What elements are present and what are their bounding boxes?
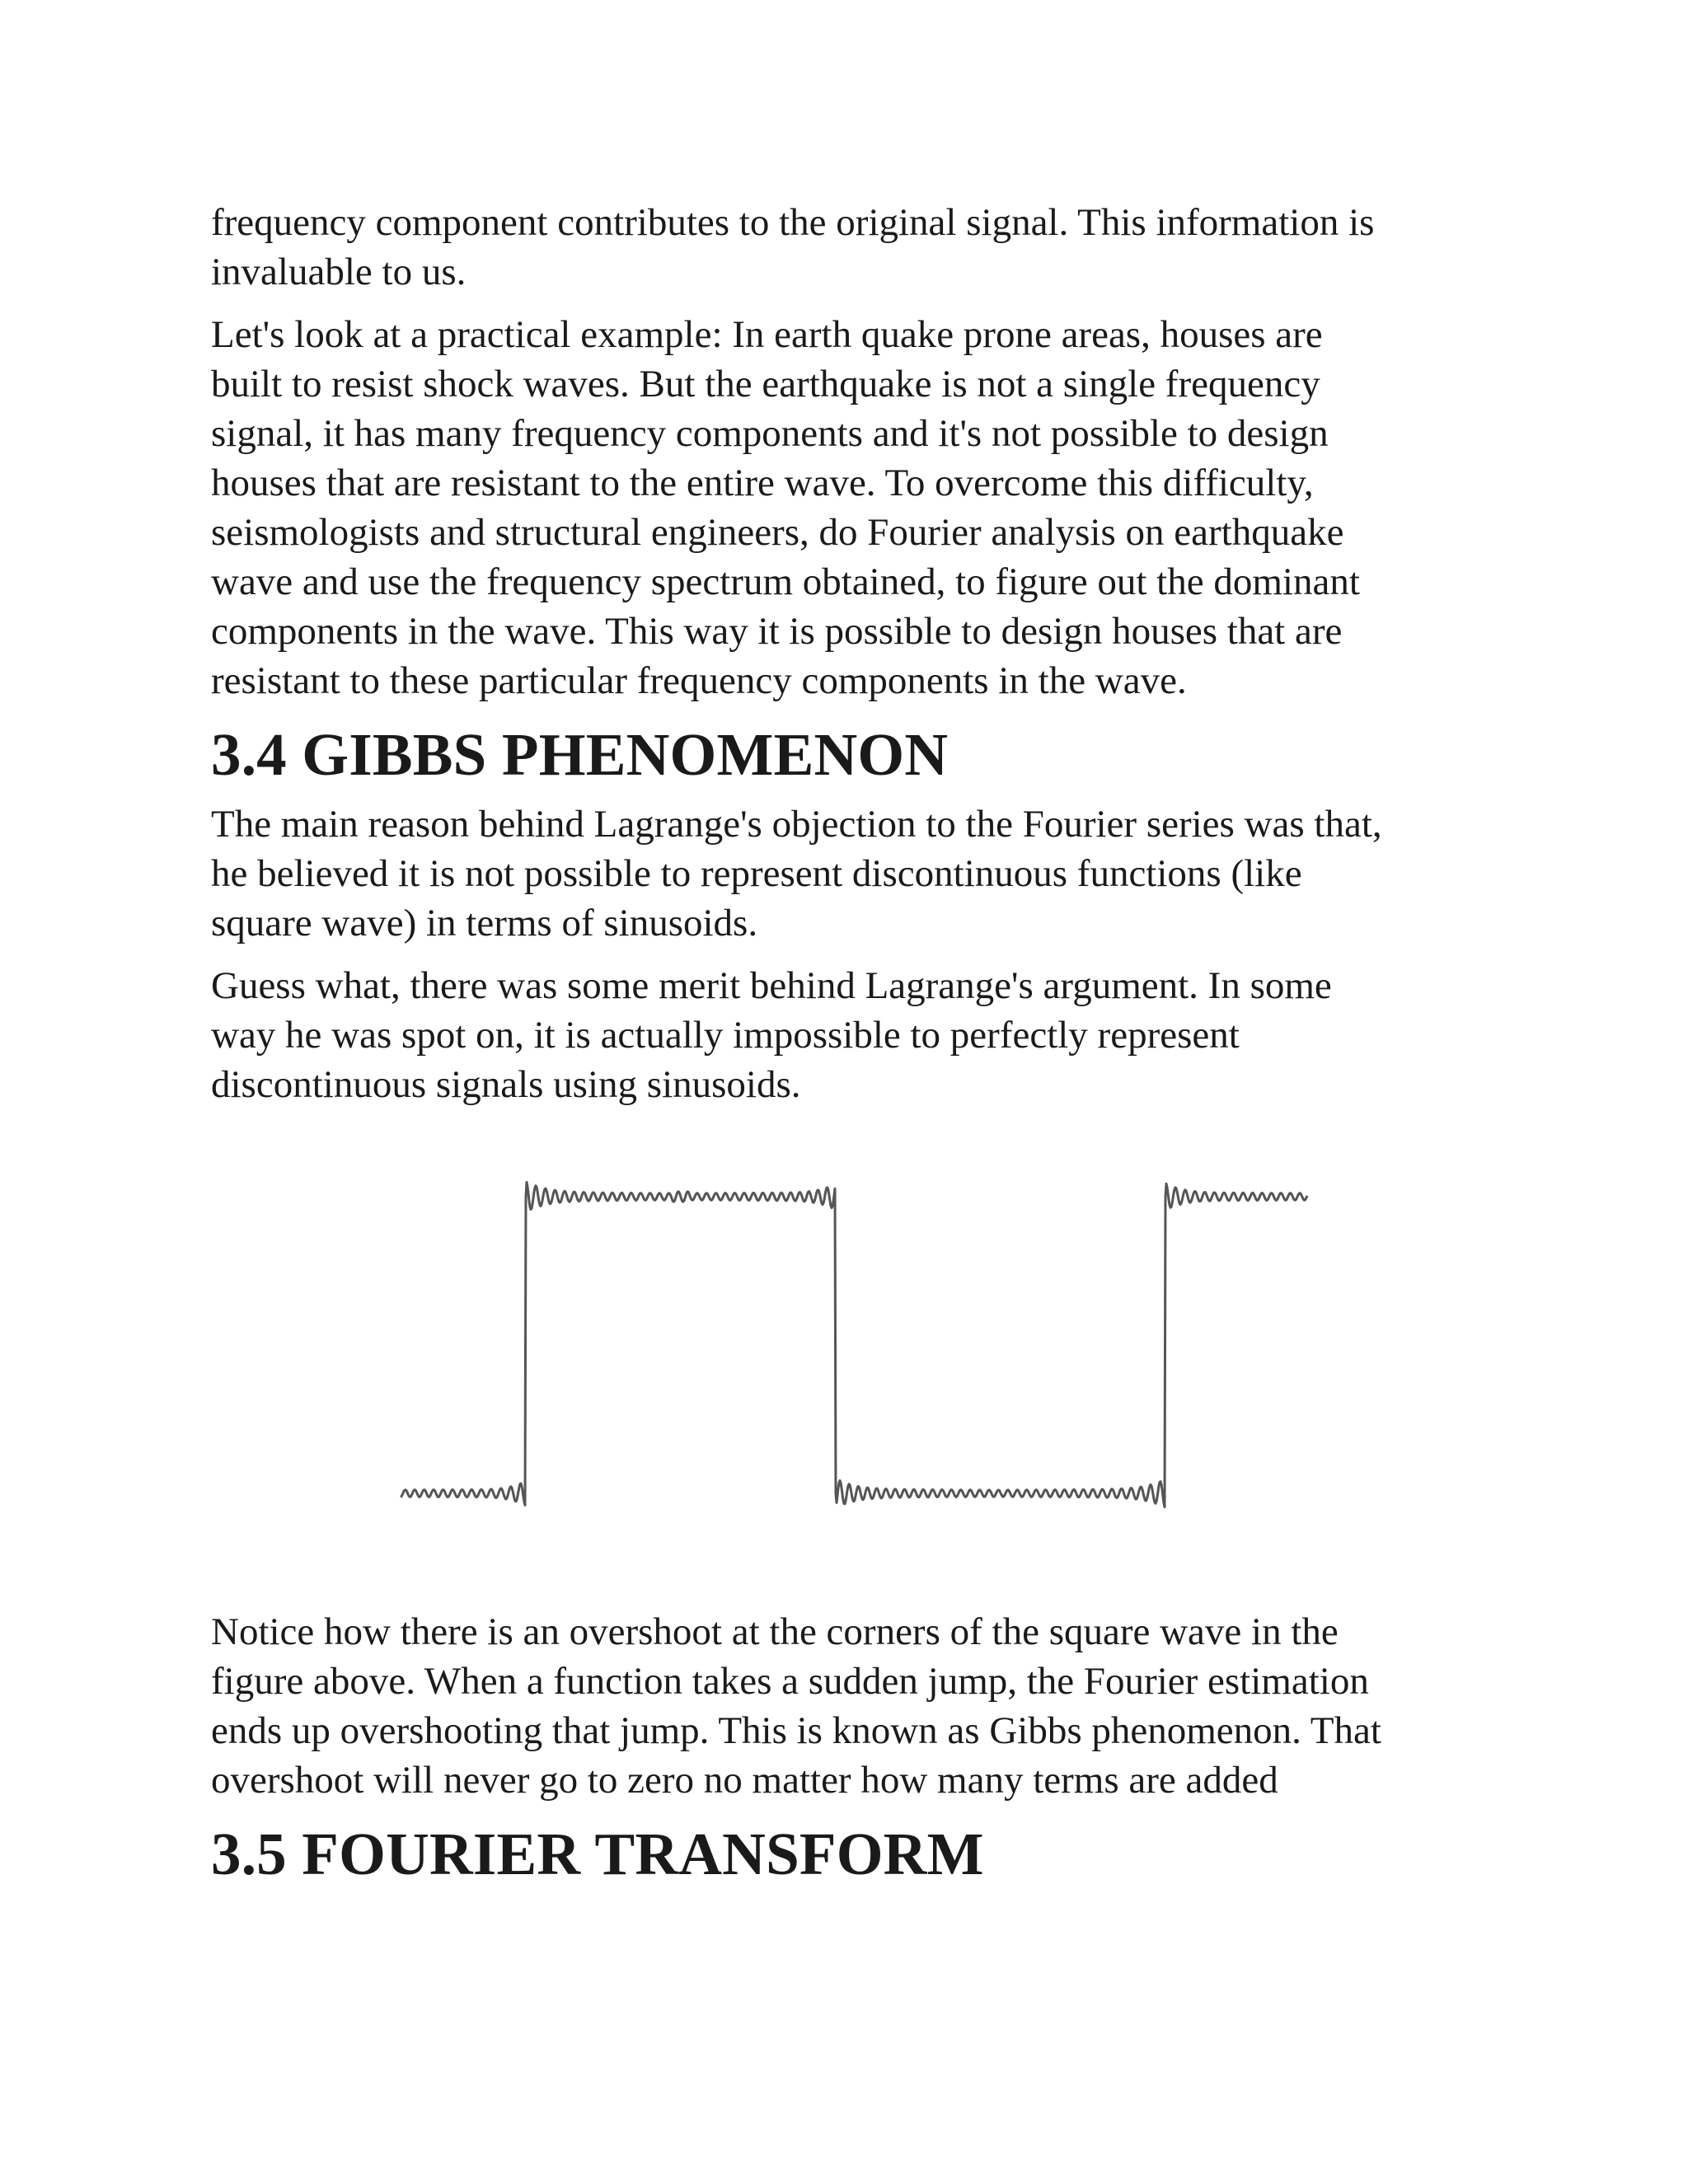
paragraph-frequency-contribution: frequency component contributes to the original signal. This information is invaluable to us. bbox=[211, 201, 1375, 293]
square-wave-figure bbox=[211, 1124, 1497, 1586]
paragraph-earthquake-example: Let's look at a practical example: In earth quake prone areas, houses are built to resist shock waves. But the earthquake is not a single frequency signal, it has many frequency components and it's not possible to design houses that are resistant to the entire wave. To overcome this difficulty, seismologists and structural engineers, do Fourier analysis on earthquake wave and use the frequency spectrum obtained, to figure out the dominant components in the wave. This way it is possible to design houses that are resistant to these particular frequency components in the wave. bbox=[211, 313, 1360, 702]
square-wave-plot bbox=[384, 1124, 1332, 1569]
paragraph-lagrange-merit: Guess what, there was some merit behind Lagrange's argument. In some way he was spot on, it is actually impossible to perfectly represent discontinuous signals using sinusoids. bbox=[211, 964, 1332, 1106]
paragraph-overshoot-explanation: Notice how there is an overshoot at the corners of the square wave in the figure above. When a function takes a sudden jump, the Fourier estimation ends up overshooting that jump. This is known as Gibbs phenomenon. That overshoot will never go to zero no matter how many terms are added bbox=[211, 1610, 1381, 1802]
paragraph-lagrange-objection: The main reason behind Lagrange's objection to the Fourier series was that, he believed it is not possible to represent discontinuous functions (like square wave) in terms of sinusoids. bbox=[211, 803, 1382, 944]
document-page bbox=[211, 198, 1497, 1899]
heading-gibbs-phenomenon: 3.4 GIBBS PHENOMENON bbox=[211, 721, 949, 788]
gibbs-square-wave-line bbox=[401, 1182, 1307, 1507]
heading-fourier-transform: 3.5 FOURIER TRANSFORM bbox=[211, 1821, 984, 1887]
